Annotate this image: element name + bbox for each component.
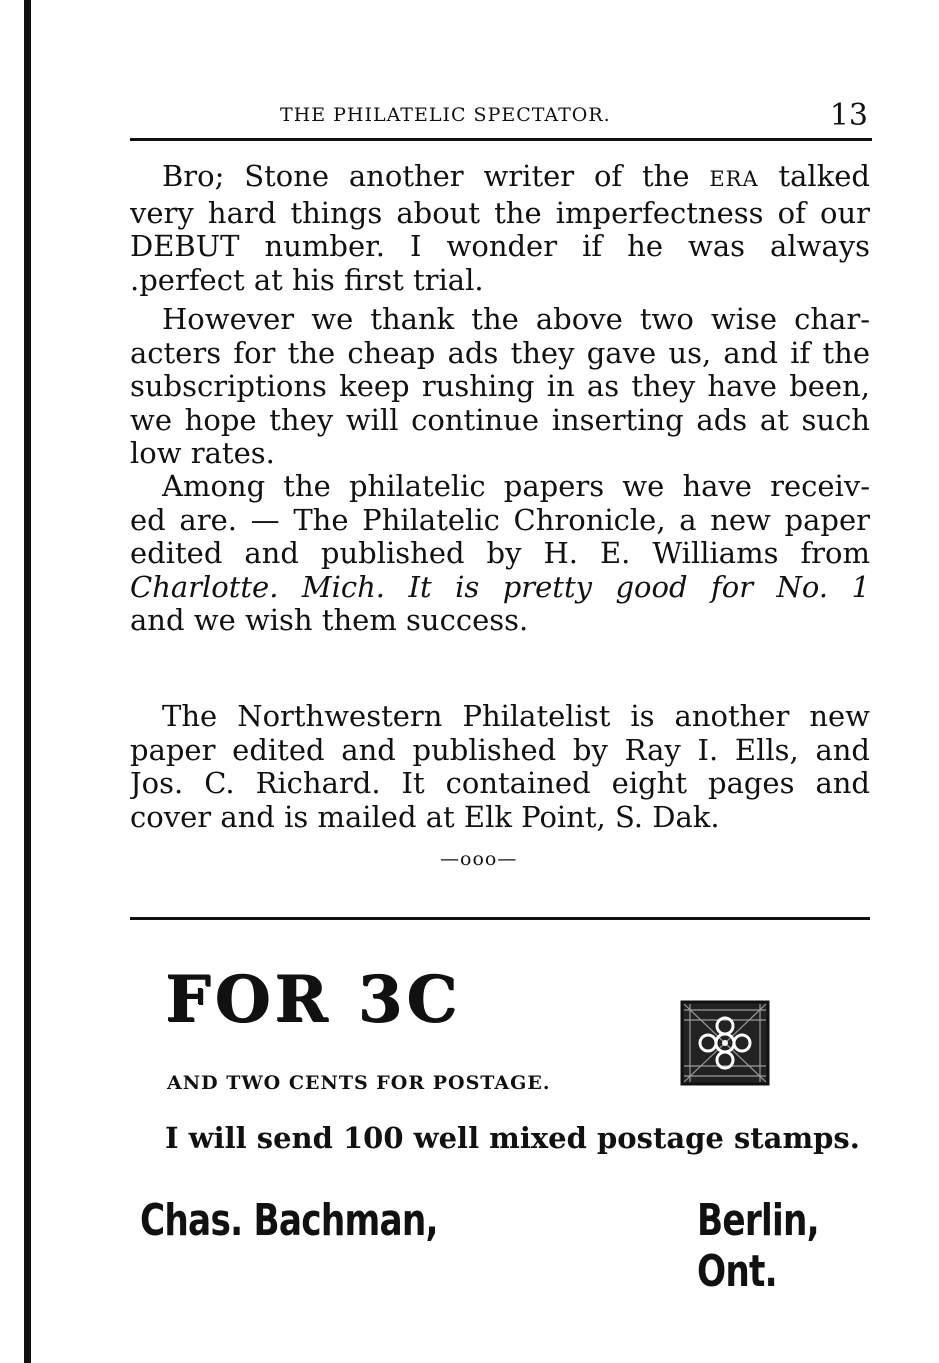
ad-heading: FOR 3C — [165, 962, 462, 1037]
page-number: 13 — [829, 98, 868, 133]
text-line: Charlotte. Mich. It is pretty good for No. 1 — [130, 570, 870, 604]
text-line: very hard things about the imperfectness of our — [130, 196, 870, 230]
text-line: edited and published by H. E. Williams from — [130, 537, 870, 570]
paragraph-northwestern-philatelist — [130, 700, 870, 834]
text-line: The Northwestern Philatelist is another new — [162, 700, 870, 733]
text-line: paper edited and published by Ray I. Ells, and — [130, 733, 870, 767]
text-line: low rates. — [130, 437, 275, 470]
ad-offer: I will send 100 well mixed postage stamps. — [165, 1121, 860, 1155]
advertiser-place: Berlin, Ont. — [697, 1195, 819, 1297]
text-line: ed are. — The Philatelic Chronicle, a new paper — [130, 503, 870, 537]
header-rule — [130, 138, 872, 141]
text-line: acters for the cheap ads they gave us, and if the — [130, 336, 870, 370]
advertiser-name: Chas. Bachman, — [140, 1195, 438, 1246]
ornament-icon — [680, 1000, 770, 1086]
text-line: .perfect at his first trial. — [130, 263, 484, 297]
text-line: However we thank the above two wise char- — [162, 303, 870, 336]
running-header — [130, 98, 870, 138]
paragraph-stone-critique — [130, 160, 870, 297]
text-line: Among the philatelic papers we have receiv- — [162, 470, 870, 503]
text-line: and we wish them success. — [130, 604, 529, 637]
text-line: DEBUT number. I wonder if he was always — [130, 230, 870, 263]
text-line: cover and is mailed at Elk Point, S. Dak. — [130, 800, 720, 834]
ad-subheading: AND TWO CENTS FOR POSTAGE. — [167, 1072, 551, 1094]
text-line: subscriptions keep rushing in as they have been, — [130, 370, 870, 403]
advertisement-rule — [130, 917, 870, 920]
paragraph-philatelic-chronicle — [130, 470, 870, 638]
paragraph-thanks — [130, 303, 870, 471]
text-line: Jos. C. Richard. It contained eight pages and — [130, 767, 870, 800]
section-divider: —ooo— — [440, 848, 518, 870]
small-caps-era: ERA — [709, 167, 759, 191]
binding-edge — [24, 0, 31, 1363]
text-line: Bro; Stone another writer of the ERA talked — [162, 160, 870, 193]
text-line: we hope they will continue inserting ads at such — [130, 403, 870, 437]
journal-title: THE PHILATELIC SPECTATOR. — [280, 104, 611, 126]
